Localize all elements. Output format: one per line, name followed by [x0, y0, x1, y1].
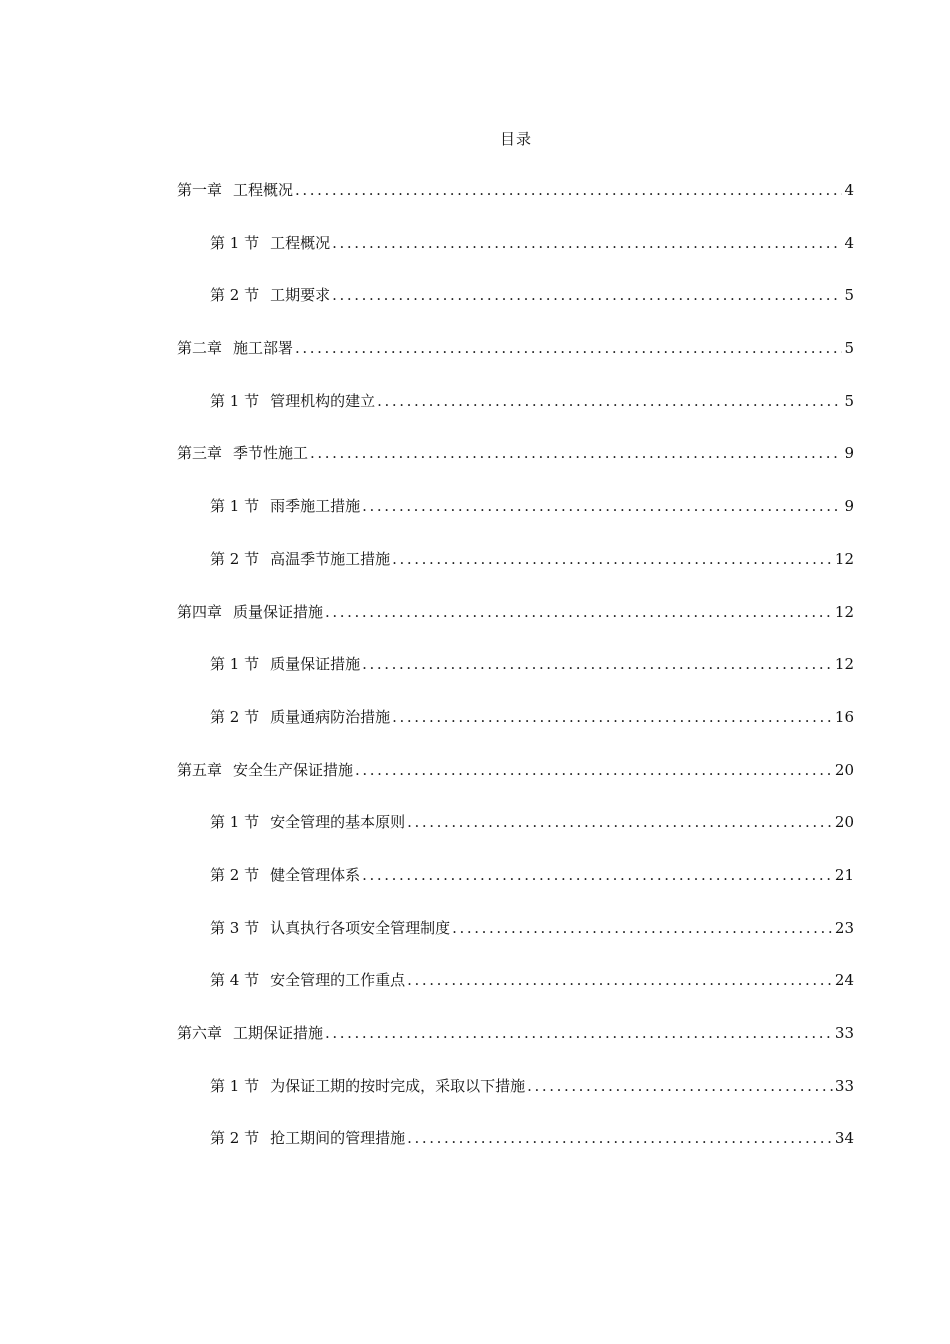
- toc-entry-chapter[interactable]: [177, 176, 854, 229]
- toc-entry-number: 第 3 节: [210, 918, 260, 937]
- toc-entry-title: 安全生产保证措施: [233, 760, 354, 779]
- toc-entry-number: 第 4 节: [210, 971, 260, 990]
- toc-entry-number: 第 1 节: [210, 497, 260, 516]
- toc-entry-number: 第 2 节: [210, 707, 260, 726]
- toc-entry-number: 第 1 节: [210, 1076, 260, 1095]
- toc-entry-page-number: 23: [834, 918, 854, 937]
- toc-entry-chapter[interactable]: [177, 598, 854, 651]
- dot-leader: [310, 439, 842, 467]
- toc-entry-number: 第 1 节: [210, 233, 260, 252]
- toc-entry-number: 第二章: [177, 339, 223, 358]
- toc-entry-section[interactable]: [177, 1072, 854, 1125]
- dot-leader: [527, 1072, 833, 1100]
- dot-leader: [407, 1124, 833, 1152]
- toc-entry-page-number: 12: [834, 549, 854, 568]
- table-of-contents: [177, 176, 854, 1177]
- dot-leader: [407, 966, 833, 994]
- toc-entry-page-number: 33: [834, 1076, 854, 1095]
- toc-entry-section[interactable]: [177, 229, 854, 282]
- toc-entry-page-number: 20: [834, 760, 854, 779]
- toc-entry-section[interactable]: [177, 808, 854, 861]
- toc-entry-title: 工程概况: [270, 233, 331, 252]
- toc-entry-title: 工期要求: [270, 286, 331, 305]
- toc-entry-number: 第四章: [177, 602, 223, 621]
- toc-entry-title: 高温季节施工措施: [270, 549, 391, 568]
- dot-leader: [332, 281, 842, 309]
- dot-leader: [332, 229, 842, 257]
- toc-entry-page-number: 4: [844, 181, 854, 199]
- toc-entry-section[interactable]: [177, 545, 854, 598]
- dot-leader: [362, 861, 833, 889]
- toc-entry-section[interactable]: [177, 281, 854, 334]
- toc-entry-section[interactable]: [177, 387, 854, 440]
- toc-entry-chapter[interactable]: [177, 1019, 854, 1072]
- dot-leader: [295, 334, 842, 362]
- toc-entry-number: 第三章: [177, 444, 223, 463]
- toc-entry-number: 第五章: [177, 760, 223, 779]
- toc-entry-number: 第 2 节: [210, 549, 260, 568]
- toc-entry-chapter[interactable]: [177, 334, 854, 387]
- toc-entry-section[interactable]: [177, 650, 854, 703]
- toc-entry-section[interactable]: [177, 861, 854, 914]
- toc-entry-page-number: 12: [834, 655, 854, 674]
- toc-entry-chapter[interactable]: [177, 756, 854, 809]
- toc-entry-page-number: 16: [834, 707, 854, 726]
- dot-leader: [392, 545, 833, 573]
- toc-entry-section[interactable]: [177, 966, 854, 1019]
- toc-entry-title: 管理机构的建立: [270, 391, 376, 410]
- toc-entry-number: 第 2 节: [210, 1129, 260, 1148]
- dot-leader: [452, 914, 833, 942]
- toc-entry-section[interactable]: [177, 703, 854, 756]
- toc-entry-title: 健全管理体系: [270, 865, 361, 884]
- dot-leader: [392, 703, 833, 731]
- toc-entry-page-number: 9: [844, 497, 854, 516]
- toc-entry-page-number: 5: [844, 339, 854, 358]
- toc-entry-title: 季节性施工: [233, 444, 309, 463]
- toc-entry-title: 工程概况: [233, 181, 294, 199]
- toc-entry-title: 质量保证措施: [233, 602, 324, 621]
- toc-entry-page-number: 34: [834, 1129, 854, 1148]
- toc-entry-title: 雨季施工措施: [270, 497, 361, 516]
- dot-leader: [407, 808, 833, 836]
- dot-leader: [295, 176, 842, 204]
- toc-entry-title: 安全管理的基本原则: [270, 813, 406, 832]
- toc-entry-page-number: 33: [834, 1024, 854, 1042]
- toc-entry-title: 为保证工期的按时完成，采取以下措施: [270, 1076, 526, 1095]
- toc-entry-number: 第 1 节: [210, 813, 260, 832]
- toc-entry-section[interactable]: [177, 1124, 854, 1177]
- toc-entry-number: 第一章: [177, 181, 223, 199]
- toc-entry-chapter[interactable]: [177, 439, 854, 492]
- toc-entry-title: 质量通病防治措施: [270, 707, 391, 726]
- toc-entry-page-number: 12: [834, 602, 854, 621]
- toc-entry-page-number: 5: [844, 286, 854, 305]
- toc-entry-number: 第 2 节: [210, 286, 260, 305]
- toc-entry-title: 安全管理的工作重点: [270, 971, 406, 990]
- toc-entry-title: 认真执行各项安全管理制度: [270, 918, 451, 937]
- dot-leader: [362, 650, 833, 678]
- dot-leader: [355, 756, 833, 784]
- dot-leader: [377, 387, 842, 415]
- toc-entry-section[interactable]: [177, 492, 854, 545]
- toc-entry-page-number: 20: [834, 813, 854, 832]
- toc-entry-number: 第 1 节: [210, 655, 260, 674]
- toc-entry-number: 第 1 节: [210, 391, 260, 410]
- dot-leader: [362, 492, 842, 520]
- toc-entry-title: 工期保证措施: [233, 1024, 324, 1042]
- toc-entry-title: 施工部署: [233, 339, 294, 358]
- dot-leader: [325, 1019, 833, 1047]
- toc-entry-title: 抢工期间的管理措施: [270, 1129, 406, 1148]
- dot-leader: [325, 598, 833, 626]
- toc-title: 目录: [499, 130, 532, 148]
- toc-entry-section[interactable]: [177, 914, 854, 967]
- toc-entry-page-number: 9: [844, 444, 854, 463]
- toc-entry-page-number: 24: [834, 971, 854, 990]
- toc-entry-page-number: 5: [844, 391, 854, 410]
- toc-entry-number: 第六章: [177, 1024, 223, 1042]
- toc-entry-page-number: 4: [844, 233, 854, 252]
- toc-entry-number: 第 2 节: [210, 865, 260, 884]
- toc-entry-page-number: 21: [834, 865, 854, 884]
- toc-entry-title: 质量保证措施: [270, 655, 361, 674]
